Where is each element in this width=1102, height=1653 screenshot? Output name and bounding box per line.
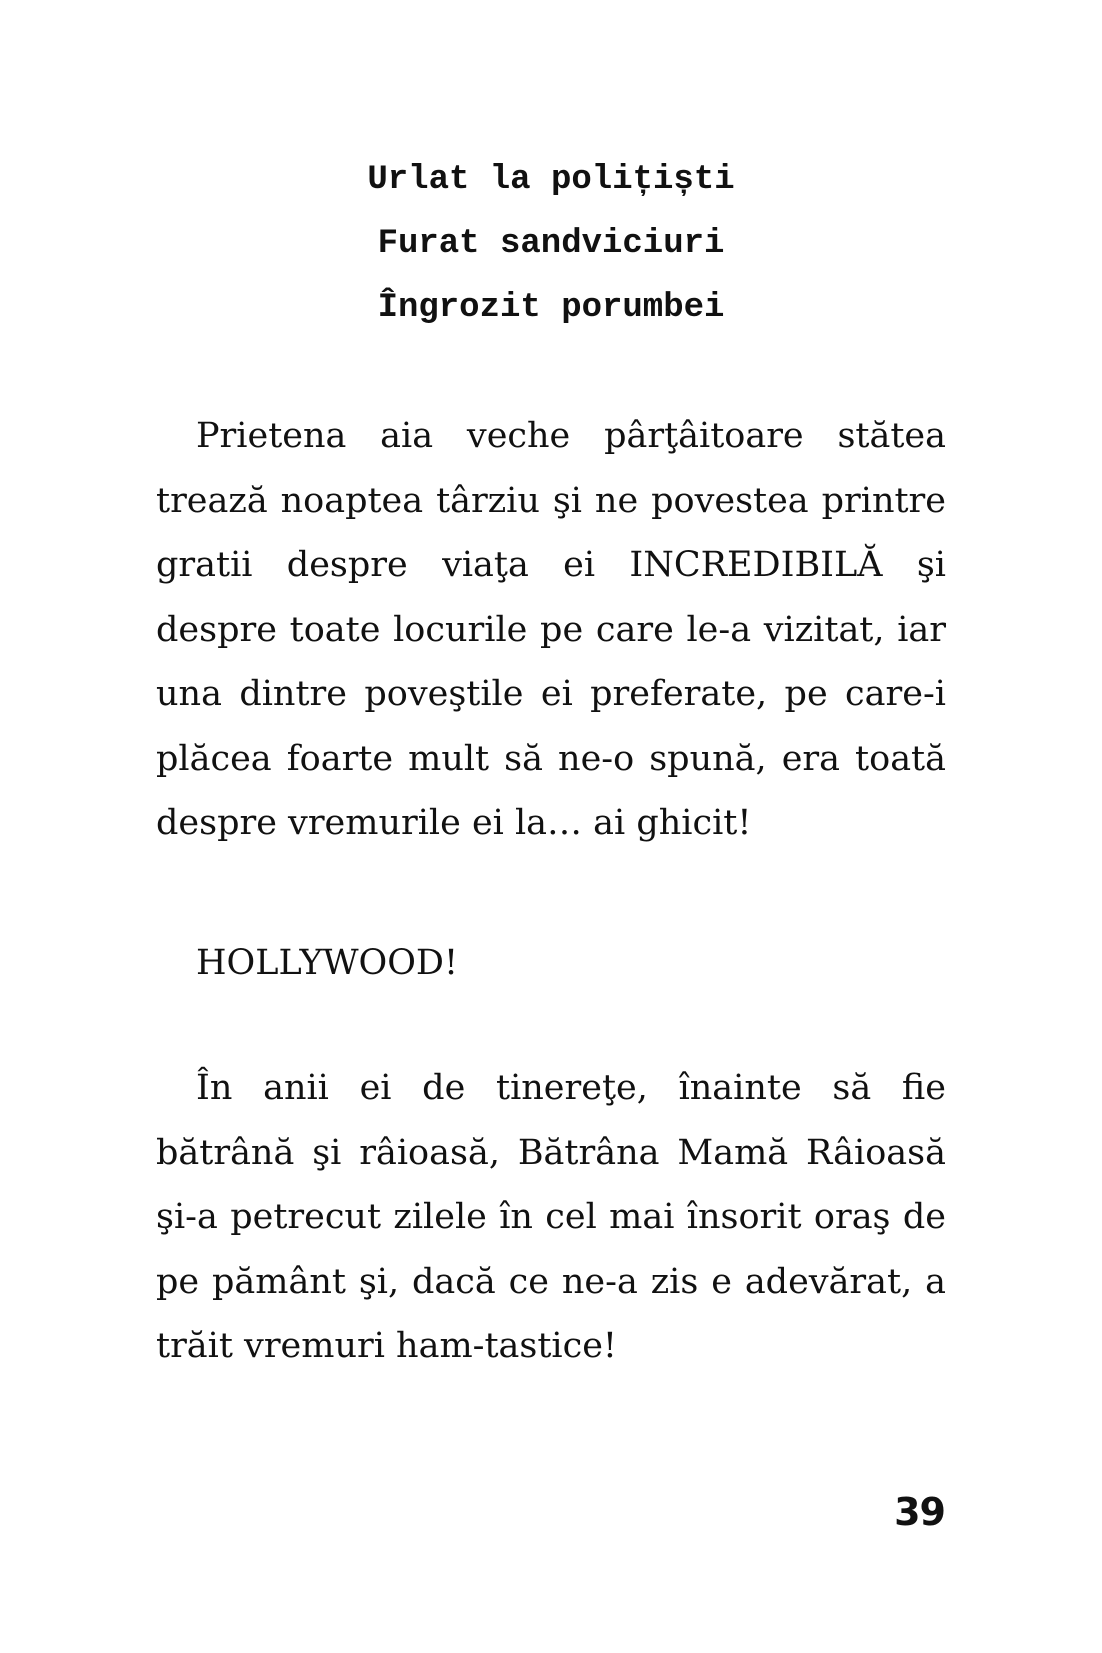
paragraph: HOLLYWOOD! [196, 943, 459, 983]
list-item: Îngrozit porumbei [377, 289, 725, 327]
list-item: Furat sandviciuri [377, 225, 725, 263]
page-number: 39 [894, 1490, 945, 1534]
list-item: Urlat la polițiști [367, 161, 735, 199]
crime-list [0, 148, 1102, 340]
paragraph: În anii ei de tinereţe, înainte să fie bătrână şi râioasă, Bătrâna Mamă Râioasă şi-a petrecut zilele în cel mai însorit oraş de pe pământ şi, dacă ce ne-a zis e adevărat, a trăit vremuri ham-tastice! [156, 1068, 946, 1366]
paragraph: Prietena aia veche pârţâitoare stătea trează noaptea târziu şi ne povestea printre gratii despre viaţa ei INCREDIBILĂ şi despre toate locurile pe care le-a vizitat, iar una dintre poveştile ei preferate, pe care-i plăcea foarte mult să ne-o spună, era toată despre vremurile ei la… ai ghicit! [156, 416, 946, 843]
